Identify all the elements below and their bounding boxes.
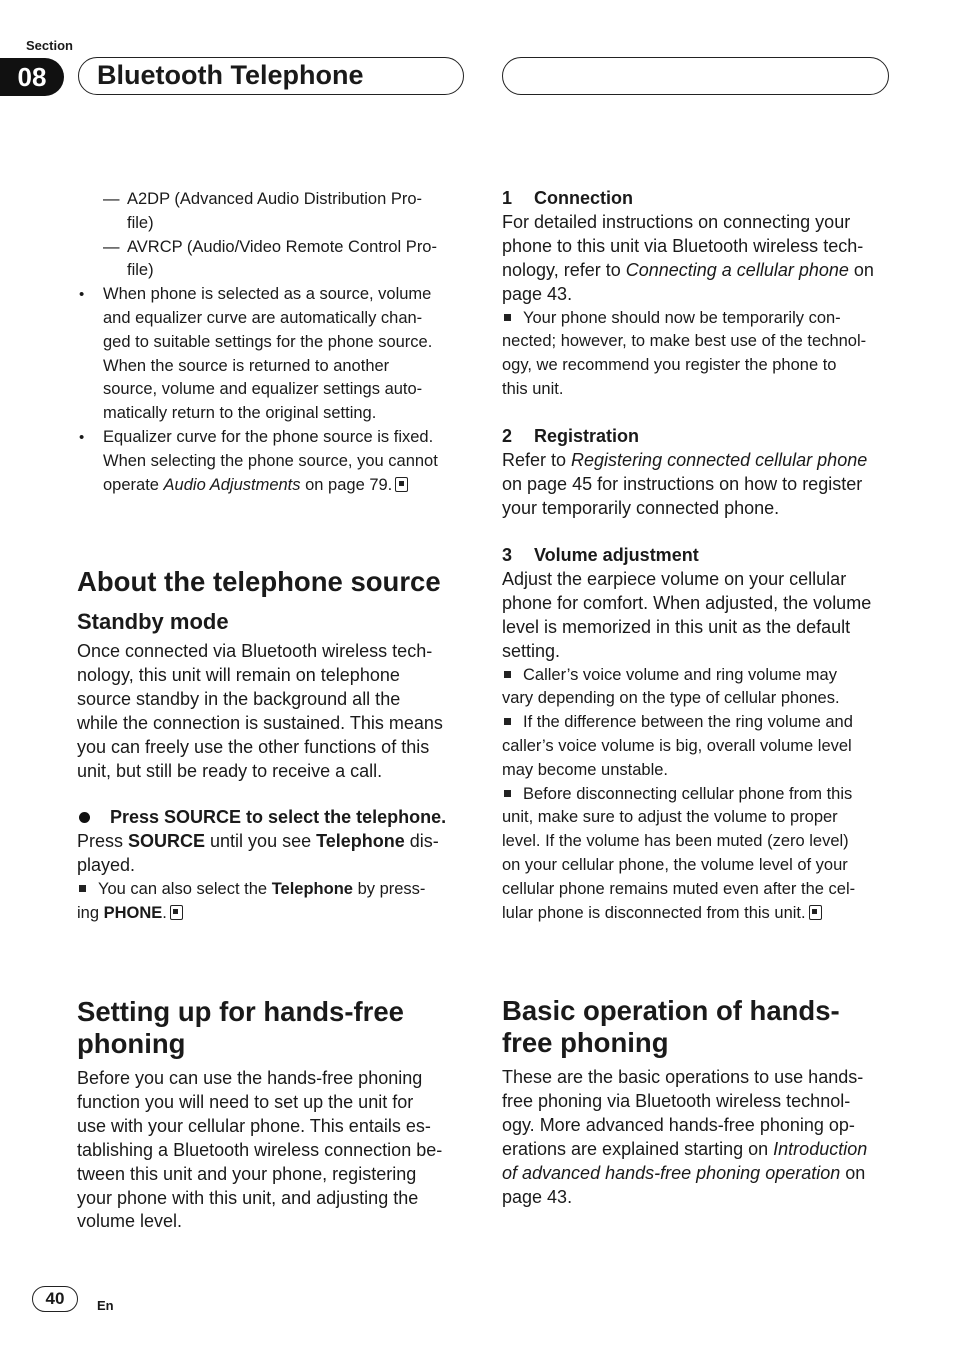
end-of-section-icon xyxy=(170,905,183,920)
profile-item-a2dp: — A2DP (Advanced Audio Distribution Pro- file) xyxy=(103,190,423,232)
page-number: 40 xyxy=(32,1286,78,1312)
setup-heading: Setting up for hands-free phoning xyxy=(77,996,404,1059)
step-note: Before disconnecting cellular phone from this unit, make sure to adjust the volume to proper level. If the volume has been muted (zero level) on your cellular phone, the volume level of your cellular phone remains muted even after the cel- lular phone is disconnected from this unit. xyxy=(502,784,856,922)
bullet-marker: • xyxy=(79,428,85,446)
end-of-section-icon xyxy=(395,477,408,492)
instruction-dot-icon xyxy=(79,812,90,823)
section-label: Section xyxy=(26,38,73,53)
note-square-icon xyxy=(504,790,511,797)
step-volume-adjustment xyxy=(502,544,894,925)
instruction-heading: Press SOURCE to select the telephone. xyxy=(110,807,447,827)
left-intro-list xyxy=(77,188,467,497)
section-number-badge: 08 xyxy=(0,58,64,96)
setup-paragraph: Before you can use the hands-free phoning function you will need to set up the unit for use with your cellular phone. This entails es- tablishing a Bluetooth wireless connection be- tween this unit and your phone, registering your phone with this unit, and adjusting the volume level. xyxy=(77,1068,443,1232)
standby-mode xyxy=(77,608,467,783)
step-paragraph: Adjust the earpiece volume on your cellular phone for comfort. When adjusted, the volume level is memorized in this unit as the default setting. xyxy=(502,568,872,661)
step-registration xyxy=(502,425,894,521)
basic-operation-paragraph: These are the basic operations to use hands- free phoning via Bluetooth wireless technol- ogy. More advanced hands-free phoning op- erations are explained starting on Introduction of advanced hands-free phoning operation on page 43. xyxy=(502,1067,868,1207)
basic-operation-hands-free xyxy=(502,995,894,1209)
instruction-line: Press SOURCE until you see Telephone dis- xyxy=(77,830,439,851)
profile-item-avrcp: — AVRCP (Audio/Video Remote Control Pro- file) xyxy=(103,237,437,280)
note-square-icon xyxy=(504,671,511,678)
about-telephone-source xyxy=(77,566,467,598)
setup-hands-free xyxy=(77,996,467,1234)
phone-button-note: You can also select the Telephone by press- ing PHONE. xyxy=(77,879,426,922)
section-title: Bluetooth Telephone xyxy=(97,60,364,90)
step-note: Your phone should now be temporarily con- nected; however, to make best use of the technol- ogy, we recommend you register the phone to this unit. xyxy=(502,308,867,398)
bullet-marker: • xyxy=(79,286,85,304)
note-square-icon xyxy=(79,885,86,892)
standby-heading: Standby mode xyxy=(77,609,229,634)
end-of-section-icon xyxy=(809,905,822,920)
bullet-equalizer-fixed: • Equalizer curve for the phone source is fixed. When selecting the phone source, you cannot operate Audio Adjustments on page 79. xyxy=(79,427,438,494)
bullet-auto-settings: • When phone is selected as a source, volume and equalizer curve are automatically chan- ged to suitable settings for the phone source. When the source is returned to another source, volume and equalizer settings auto- matically return to the original setting. xyxy=(79,285,433,423)
step-heading: 1 Connection xyxy=(502,188,633,208)
step-paragraph: Refer to Registering connected cellular phone on page 45 for instructions on how to register your temporarily connected phone. xyxy=(502,449,868,518)
section-title-pill xyxy=(78,57,464,95)
step-note: Caller’s voice volume and ring volume may vary depending on the type of cellular phones. xyxy=(502,665,840,708)
note-square-icon xyxy=(504,718,511,725)
step-note: If the difference between the ring volume and caller’s voice volume is big, overall volume level may become unstable. xyxy=(502,713,853,779)
note-square-icon xyxy=(504,314,511,321)
about-heading: About the telephone source xyxy=(77,566,441,597)
step-connection xyxy=(502,187,894,402)
right-header-pill xyxy=(502,57,889,95)
basic-operation-heading: Basic operation of hands- free phoning xyxy=(502,995,840,1058)
language-code: En xyxy=(97,1298,114,1313)
standby-paragraph: Once connected via Bluetooth wireless tech- nology, this unit will remain on telephone source standby in the background all the while the connection is sustained. This means you can freely use the other functions of this unit, but still be ready to receive a call. xyxy=(77,641,443,781)
step-heading: 3 Volume adjustment xyxy=(502,545,699,565)
step-paragraph: For detailed instructions on connecting your phone to this unit via Bluetooth wireless tech- nology, refer to Connecting a cellular phone on page 43. xyxy=(502,211,874,304)
step-heading: 2 Registration xyxy=(502,426,640,446)
press-source-instruction xyxy=(77,806,467,925)
instruction-line: played. xyxy=(77,854,136,875)
